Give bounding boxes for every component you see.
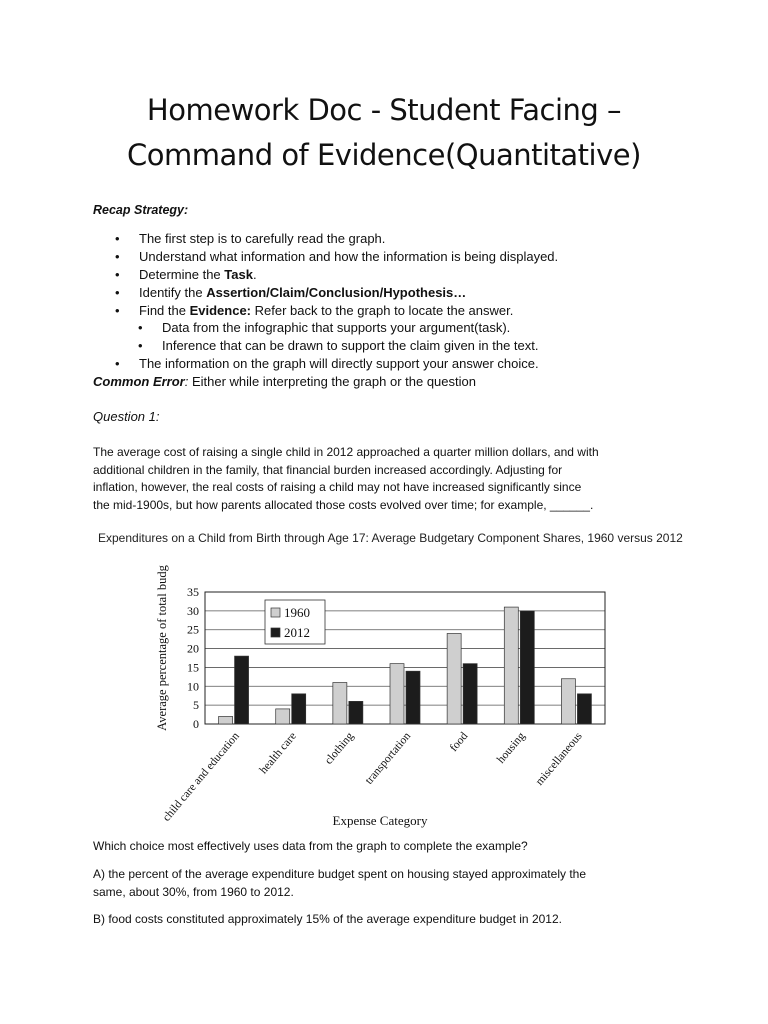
bullet-item <box>93 230 713 248</box>
y-tick-label: 5 <box>193 698 199 713</box>
sub-bullet-item <box>93 319 713 337</box>
bar-1960 <box>390 664 404 724</box>
paragraph-line: inflation, however, the real costs of raising a child may not have increased significantly since <box>93 480 582 494</box>
bar-1960 <box>504 607 518 724</box>
common-error-text: Either while interpreting the graph or the question <box>188 374 476 389</box>
bar-1960 <box>447 633 461 724</box>
bullet-bold-text: Task <box>224 266 253 282</box>
bar-1960 <box>333 683 347 724</box>
bar-2012 <box>520 611 534 724</box>
bar-1960 <box>219 716 233 724</box>
legend-swatch <box>271 608 280 617</box>
x-tick-label: miscellaneous <box>533 730 585 788</box>
x-tick-label: housing <box>494 730 528 766</box>
bullet-glyph: • <box>115 284 120 300</box>
answer-choice-a[interactable] <box>93 866 683 901</box>
bar-chart <box>90 528 690 833</box>
question-paragraph <box>93 444 683 514</box>
common-error-colon: : <box>184 374 189 389</box>
legend-label: 1960 <box>284 605 310 620</box>
recap-heading: Recap Strategy: <box>93 203 189 217</box>
legend-label: 2012 <box>284 625 310 640</box>
y-tick-label: 10 <box>187 679 199 694</box>
y-tick-label: 30 <box>187 603 199 618</box>
x-tick-label: child care and education <box>160 730 242 824</box>
common-error-label: Common Error <box>93 374 185 389</box>
paragraph-line: the mid-1900s, but how parents allocated those costs evolved over time; for example, ______. <box>93 497 594 512</box>
x-tick-label: food <box>447 730 471 755</box>
bullet-glyph: • <box>115 248 120 264</box>
bar-2012 <box>292 694 306 724</box>
title-line-2: Command of Evidence(Quantitative) <box>127 138 641 172</box>
bullet-item <box>93 302 713 320</box>
x-tick-label: health care <box>257 730 300 777</box>
question-heading: Question 1: <box>93 409 160 424</box>
bullet-item <box>93 266 713 284</box>
bullet-bold-text: Evidence: <box>189 302 252 318</box>
bullet-glyph: • <box>115 356 120 372</box>
document-title <box>60 88 708 178</box>
bullet-glyph: • <box>138 338 143 354</box>
bullet-glyph: • <box>138 320 143 336</box>
paragraph-line: additional children in the family, that financial burden increased accordingly. Adjusting for <box>93 462 563 477</box>
bullet-glyph: • <box>115 266 120 282</box>
bullet-text: Determine the <box>139 266 225 282</box>
bar-2012 <box>577 694 591 724</box>
question-prompt: Which choice most effectively uses data from the graph to complete the example? <box>93 839 528 853</box>
bar-2012 <box>406 671 420 724</box>
title-line-1: Homework Doc - Student Facing – <box>146 93 622 127</box>
y-tick-label: 15 <box>187 660 199 675</box>
bullet-item <box>93 284 713 302</box>
bullet-glyph: • <box>115 302 120 318</box>
sub-bullet-item <box>93 337 713 355</box>
answer-a-line: same, about 30%, from 1960 to 2012. <box>93 884 294 899</box>
x-tick-label: clothing <box>322 730 357 767</box>
bullet-text: Understand what information and how the information is being displayed. <box>139 248 559 264</box>
bar-2012 <box>235 656 249 724</box>
bullet-text: The first step is to carefully read the graph. <box>139 231 386 246</box>
legend-swatch <box>271 628 280 637</box>
bullet-text: Identify the <box>139 284 207 300</box>
x-axis-label: Expense Category <box>332 813 428 828</box>
chart-title: Expenditures on a Child from Birth through Age 17: Average Budgetary Component Shares, 1960 versus 2012 <box>98 531 683 545</box>
y-tick-label: 35 <box>187 585 199 599</box>
x-tick-label: transportation <box>363 730 414 787</box>
recap-bullet-list <box>93 230 713 373</box>
bar-chart-figure <box>90 528 690 833</box>
bullet-text: Inference that can be drawn to support the claim given in the text. <box>162 338 539 354</box>
y-axis-label: Average percentage of total budg <box>155 565 169 731</box>
bar-2012 <box>463 664 477 724</box>
bar-2012 <box>349 701 363 724</box>
bullet-text: Data from the infographic that supports your argument(task). <box>162 320 511 336</box>
answer-choice-b[interactable]: B) food costs constituted approximately 15% of the average expenditure budget in 2012. <box>93 912 562 926</box>
paragraph-line: The average cost of raising a single child in 2012 approached a quarter million dollars, and with <box>93 445 599 459</box>
bullet-item <box>93 248 713 266</box>
bar-1960 <box>276 709 290 724</box>
bullet-glyph: • <box>115 231 120 246</box>
common-error-line <box>93 374 476 389</box>
answer-a-line: A) the percent of the average expenditure budget spent on housing stayed approximately the <box>93 867 586 881</box>
bullet-bold-text: Assertion/Claim/Conclusion/Hypothesis… <box>206 284 467 300</box>
y-tick-label: 0 <box>193 717 199 731</box>
bullet-text: Refer back to the graph to locate the answer. <box>251 302 514 318</box>
bullet-text: The information on the graph will directly support your answer choice. <box>139 356 539 372</box>
y-tick-label: 25 <box>187 622 199 637</box>
y-tick-label: 20 <box>187 641 199 656</box>
bar-1960 <box>561 679 575 724</box>
bullet-text: . <box>252 266 257 282</box>
bullet-item <box>93 355 713 373</box>
bullet-text: Find the <box>139 302 190 318</box>
